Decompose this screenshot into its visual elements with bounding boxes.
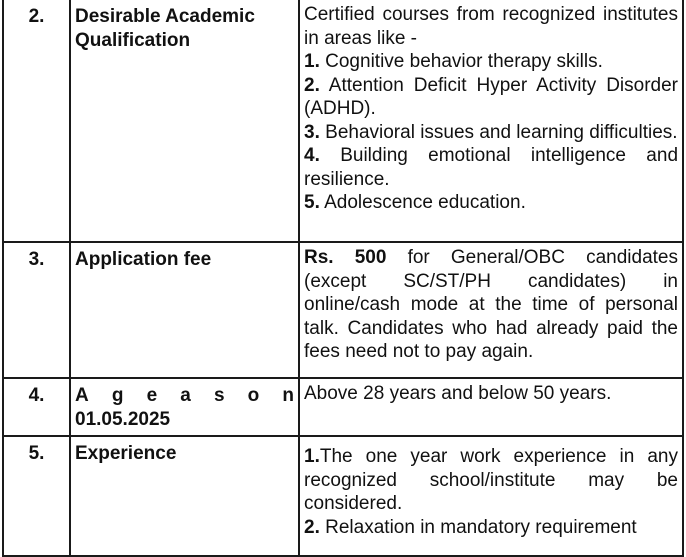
list-item-number: 2. [304,516,320,538]
list-item-number: 5. [304,192,320,213]
list-item-text: Cognitive behavior therapy skills. [325,51,603,72]
fee-text: for General/OBC candidates (except SC/ST/PH candidates) in online/cash mode at the time of personal talk. Candidates who had already paid the fees need not to pay again. [304,247,678,362]
field-name-date: 01.05.2025 [75,408,171,430]
field-name [70,378,299,436]
list-item [304,74,678,121]
list-item [304,191,678,215]
list-item [304,445,678,516]
field-name-spaced [75,384,294,408]
field-description [299,0,683,242]
list-item-number: 2. [304,74,320,96]
table-row [3,0,683,242]
field-description [299,242,683,378]
list-item-text: Adolescence education. [324,192,526,213]
list-item-text: Attention Deficit Hyper Activity Disorder (ADHD). [304,74,678,119]
field-letter: s [213,385,225,406]
list-item [304,144,678,191]
row-number: 2. [3,0,70,242]
list-item [304,50,678,74]
row-number: 3. [3,242,70,378]
table-row [3,436,683,556]
eligibility-table [2,0,684,557]
field-letter: e [146,385,158,406]
field-letter: a [180,385,191,406]
list-item-text: Relaxation in mandatory requirement [325,516,637,538]
field-description [299,436,683,556]
field-name: Application fee [70,242,299,378]
field-name [70,0,299,242]
field-letter: g [111,385,124,406]
field-name-line: Qualification [75,29,191,51]
list-item-number: 1. [304,51,320,72]
list-item [304,121,678,145]
list-item-text: Building emotional intelligence and resilience. [304,145,679,190]
list-item-number: 4. [304,145,320,166]
description-intro: Certified courses from recognized institutes in areas like - [304,4,678,49]
list-item-number: 1. [304,446,320,467]
field-name: Experience [70,436,299,556]
list-item-text: Behavioral issues and learning difficulties. [325,121,678,143]
fee-amount: Rs. 500 [304,247,387,268]
field-letter: A [75,385,89,406]
row-number: 4. [3,378,70,436]
list-item-number: 3. [304,121,320,143]
field-letter: o [247,385,260,406]
table-row [3,242,683,378]
field-description: Above 28 years and below 50 years. [299,378,683,436]
field-letter: n [282,385,294,406]
list-item [304,516,678,540]
table-row [3,378,683,436]
field-name-line: Desirable Academic [75,6,255,27]
list-item-text: The one year work experience in any recognized school/institute may be considered. [304,446,678,514]
row-number: 5. [3,436,70,556]
